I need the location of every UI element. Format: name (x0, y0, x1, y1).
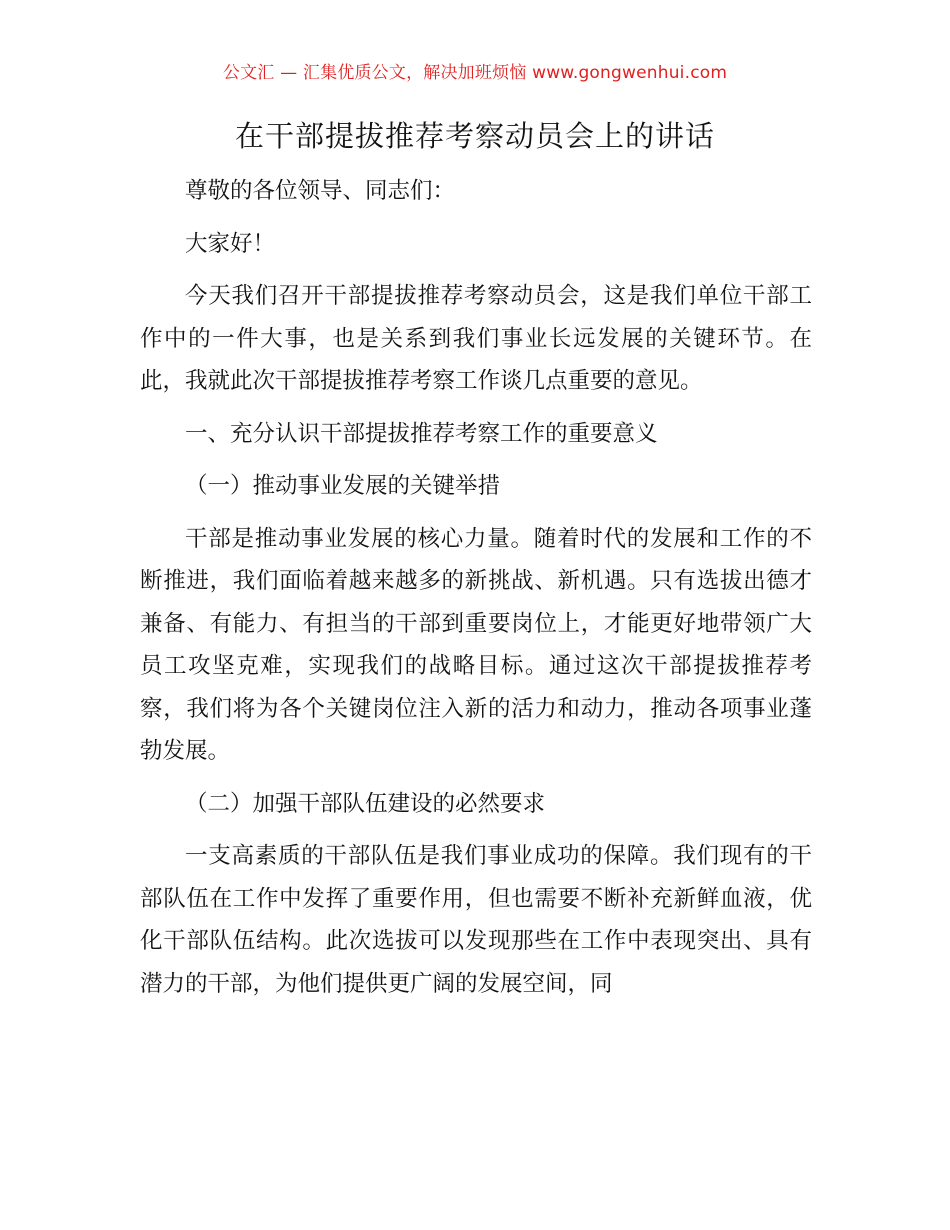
body-paragraph: 一支高素质的干部队伍是我们事业成功的保障。我们现有的干部队伍在工作中发挥了重要作用，但也需要不断补充新鲜血液，优化干部队伍结构。此次选拔可以发现那些在工作中表现突出、具有潜力的干部，为他们提供更广阔的发展空间，同 (140, 843, 812, 997)
greeting: 大家好！ (185, 230, 276, 257)
document-title: 在干部提拔推荐考察动员会上的讲话 (234, 119, 715, 153)
intro-paragraph: 今天我们召开干部提拔推荐考察动员会，这是我们单位干部工作中的一件大事，也是关系到我们事业长远发展的关键环节。在此，我就此次干部提拔推荐考察工作谈几点重要的意见。 (140, 283, 812, 394)
salutation: 尊敬的各位领导、同志们： (185, 178, 456, 204)
subsection-heading: （一）推动事业发展的关键举措 (185, 473, 501, 499)
subsection-heading: （二）加强干部队伍建设的必然要求 (185, 790, 546, 817)
site-banner: 公文汇 — 汇集优质公文，解决加班烦恼 www.gongwenhui.com (222, 63, 728, 83)
document-body (140, 170, 812, 1015)
body-paragraph: 干部是推动事业发展的核心力量。随着时代的发展和工作的不断推进，我们面临着越来越多的新挑战、新机遇。只有选拔出德才兼备、有能力、有担当的干部到重要岗位上，才能更好地带领广大员工攻坚克难，实现我们的战略目标。通过这次干部提拔推荐考察，我们将为各个关键岗位注入新的活力和动力，推动各项事业蓬勃发展。 (140, 525, 812, 764)
section-heading: 一、充分认识干部提拔推荐考察工作的重要意义 (185, 420, 658, 447)
